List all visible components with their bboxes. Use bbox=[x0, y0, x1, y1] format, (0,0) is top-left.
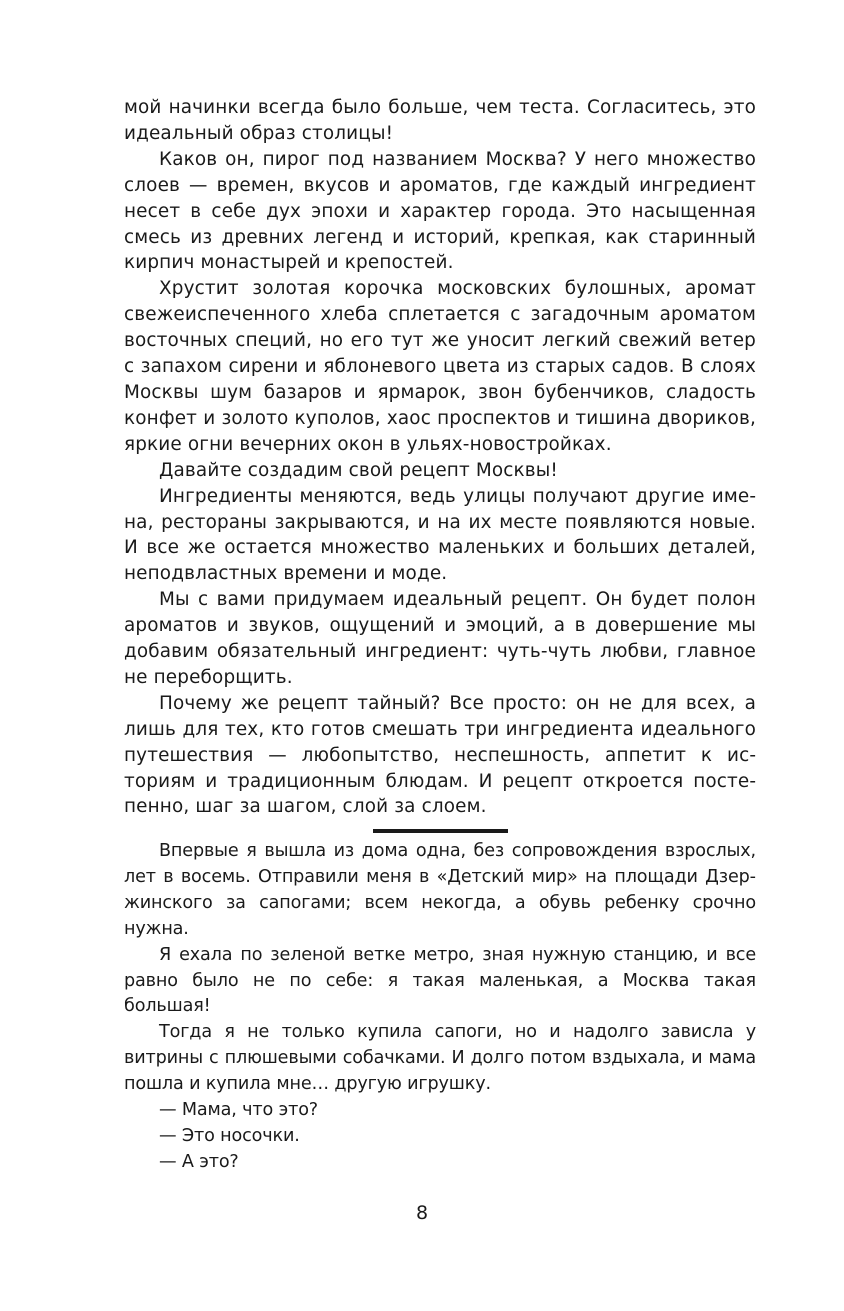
paragraph: Мы с вами придумаем идеальный рецепт. Он будет полон ароматов и звуков, ощущений и эмоций, а в довершение мы добавим обязательный ингредиент: чуть-чуть любви, главное не переборщить. bbox=[124, 589, 756, 688]
page-number: 8 bbox=[415, 1202, 429, 1224]
paragraph: Впервые я вышла из дома одна, без сопровождения взрослых, лет в восемь. Отправили меня в «Детский мир» на площади Дзержинского за сапогами; всем некогда, а обувь ребенку срочно нужна. bbox=[124, 841, 756, 939]
paragraph: Тогда я не только купила сапоги, но и надолго зависла у витрины с плюшевыми собачками. И долго потом вздыхала, и мама пошла и купила мне… другую игрушку. bbox=[124, 1022, 756, 1095]
paragraph: мой начинки всегда было больше, чем теста. Согласитесь, это идеальный образ столицы! bbox=[124, 97, 756, 144]
paragraph: Давайте создадим свой рецепт Москвы! bbox=[159, 459, 558, 481]
dialogue-line: — Мама, что это? bbox=[159, 1100, 318, 1121]
dialogue-line: — А это? bbox=[159, 1151, 239, 1172]
paragraph: Ингредиенты меняются, ведь улицы получают другие имена, рестораны закрываются, и на их месте появляются новые. И все же остается множество маленьких и больших деталей, неподвластных времени и моде. bbox=[124, 485, 756, 585]
paragraph: Каков он, пирог под названием Москва? У него множество слоев — времен, вкусов и ароматов, где каждый ингредиент несет в себе дух эпохи и характер города. Это насыщенная смесь из древних легенд и историй, крепкая, как старинный кирпич монастырей и крепостей. bbox=[124, 148, 756, 274]
memoir-insert-block bbox=[124, 839, 756, 1176]
paragraph: Почему же рецепт тайный? Все просто: он не для всех, а лишь для тех, кто готов смешать три ингредиента идеального путешествия — любопытство, неспешность, аппетит к историям и традиционным блюдам. И рецепт откроется постепенно, шаг за шагом, слой за слоем. bbox=[124, 692, 756, 818]
dialogue-line: — Это носочки. bbox=[159, 1125, 300, 1146]
section-divider bbox=[373, 829, 508, 833]
main-text-block bbox=[124, 95, 756, 820]
paragraph: Хрустит золотая корочка московских булошных, аромат свежеиспеченного хлеба сплетается с загадочным ароматом восточных специй, но его тут же уносит легкий свежий ветер с запахом сирени и яблоневого цвета из старых садов. В слоях Москвы шум базаров и ярмарок, звон бубенчиков, сладость конфет и золото куполов, хаос проспектов и тишина двориков, яркие огни вечерних окон в ульях-новостройках. bbox=[124, 278, 756, 455]
paragraph: Я ехала по зеленой ветке метро, зная нужную станцию, и все равно было не по себе: я такая маленькая, а Москва такая большая! bbox=[124, 944, 756, 1017]
